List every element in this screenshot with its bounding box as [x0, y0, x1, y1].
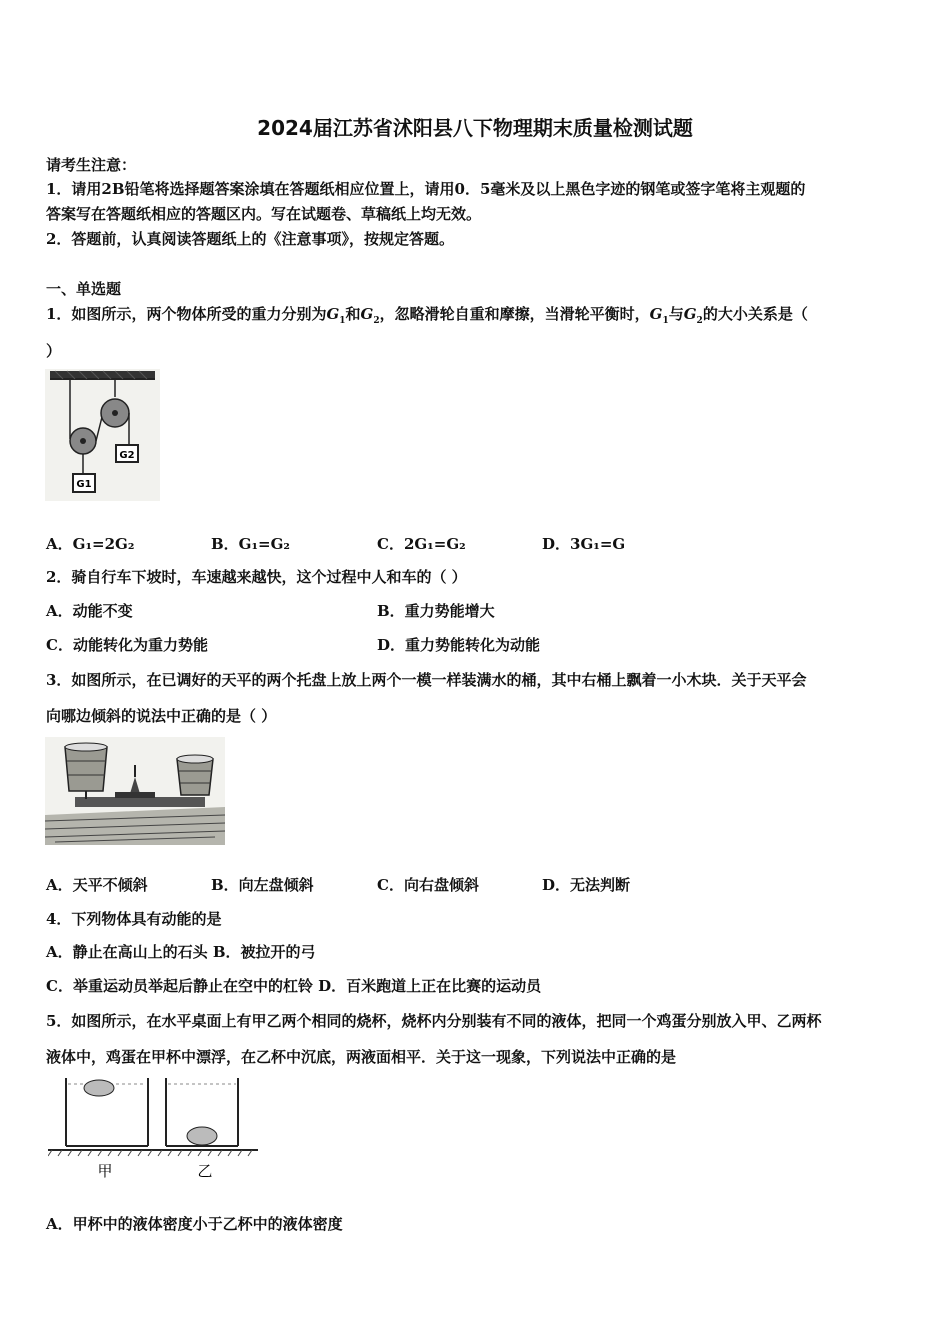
notice-heading: 请考生注意：: [46, 156, 137, 174]
pulley-diagram-icon: [45, 369, 160, 501]
q3-option-b[interactable]: B．向左盘倾斜: [211, 876, 314, 894]
q1-sub2-b: 2: [696, 316, 703, 326]
q5-stem-a: 5．如图所示，在水平桌面上有甲乙两个相同的烧杯，烧杯内分别装有不同的液体，把同一个鸡蛋分别放入甲、乙两杯: [46, 1012, 822, 1030]
q1-pulley-figure: [45, 369, 160, 501]
q4-options-ab[interactable]: A．静止在高山上的石头 B．被拉开的弓: [46, 943, 316, 961]
q2-option-b[interactable]: B．重力势能增大: [377, 602, 495, 620]
q1-stem-b: ，忽略滑轮自重和摩擦，当滑轮平衡时，: [379, 305, 650, 323]
q3-balance-figure: [45, 737, 225, 845]
notice-line-1a: 1．请用2B铅笔将选择题答案涂填在答题纸相应位置上，请用0．5毫米及以上黑色字迹的钢笔或签字笔将主观题的: [46, 180, 806, 198]
q1-sub1: 1: [339, 316, 346, 326]
q1-option-b[interactable]: B．G₁=G₂: [211, 535, 291, 553]
q3-stem-b: 向哪边倾斜的说法中正确的是（ ）: [46, 707, 277, 725]
notice-line-1b: 答案写在答题纸相应的答题区内。写在试题卷、草稿纸上均无效。: [46, 205, 482, 223]
q2-option-a[interactable]: A．动能不变: [46, 602, 133, 620]
q1-option-c[interactable]: C．2G₁=G₂: [377, 535, 466, 553]
page-title: 2024届江苏省沭阳县八下物理期末质量检测试题: [257, 116, 693, 140]
q1-label-g2: G2: [119, 450, 135, 461]
q3-option-c[interactable]: C．向右盘倾斜: [377, 876, 479, 894]
q2-option-d[interactable]: D．重力势能转化为动能: [377, 636, 541, 654]
q1-and: 和: [345, 305, 361, 323]
q3-option-a[interactable]: A．天平不倾斜: [46, 876, 148, 894]
section-heading: 一、单选题: [46, 280, 122, 298]
q1-stem-a: 1．如图所示，两个物体所受的重力分别为: [46, 305, 327, 323]
q3-stem-a: 3．如图所示，在已调好的天平的两个托盘上放上两个一模一样装满水的桶，其中右桶上飘着一小木块．关于天平会: [46, 671, 807, 689]
q5-stem-b: 液体中，鸡蛋在甲杯中漂浮，在乙杯中沉底，两液面相平．关于这一现象，下列说法中正确的是: [46, 1048, 677, 1066]
q4-stem: 4．下列物体具有动能的是: [46, 910, 222, 928]
q5-label-jia: 甲: [97, 1162, 113, 1180]
q2-option-c[interactable]: C．动能转化为重力势能: [46, 636, 208, 654]
q5-label-yi: 乙: [197, 1162, 213, 1180]
q1-stem-c: 与: [668, 305, 684, 323]
q2-stem: 2．骑自行车下坡时，车速越来越快，这个过程中人和车的（ ）: [46, 568, 467, 586]
q1-g2: G: [360, 305, 374, 323]
q1-g1-b: G: [649, 305, 663, 323]
q1-label-g1: G1: [76, 479, 92, 490]
q5-beaker-figure: [48, 1076, 263, 1184]
q1-g2-b: G: [683, 305, 697, 323]
q4-options-cd[interactable]: C．举重运动员举起后静止在空中的杠铃 D．百米跑道上正在比赛的运动员: [46, 977, 542, 995]
q1-option-a[interactable]: A．G₁=2G₂: [46, 535, 135, 553]
q1-g1: G: [326, 305, 340, 323]
q1-close-paren: ）: [46, 342, 62, 360]
q1-option-d[interactable]: D．3G₁=G: [542, 535, 626, 553]
q1-stem: [46, 303, 808, 326]
notice-line-2: 2．答题前，认真阅读答题纸上的《注意事项》，按规定答题。: [46, 230, 454, 248]
q5-option-a[interactable]: A．甲杯中的液体密度小于乙杯中的液体密度: [46, 1215, 343, 1233]
balance-scale-icon: [45, 737, 225, 845]
beakers-eggs-icon: [48, 1076, 263, 1184]
q1-sub1-b: 1: [662, 316, 669, 326]
q1-sub2: 2: [373, 316, 380, 326]
q1-stem-d: 的大小关系是（: [702, 305, 808, 323]
q3-option-d[interactable]: D．无法判断: [542, 876, 631, 894]
